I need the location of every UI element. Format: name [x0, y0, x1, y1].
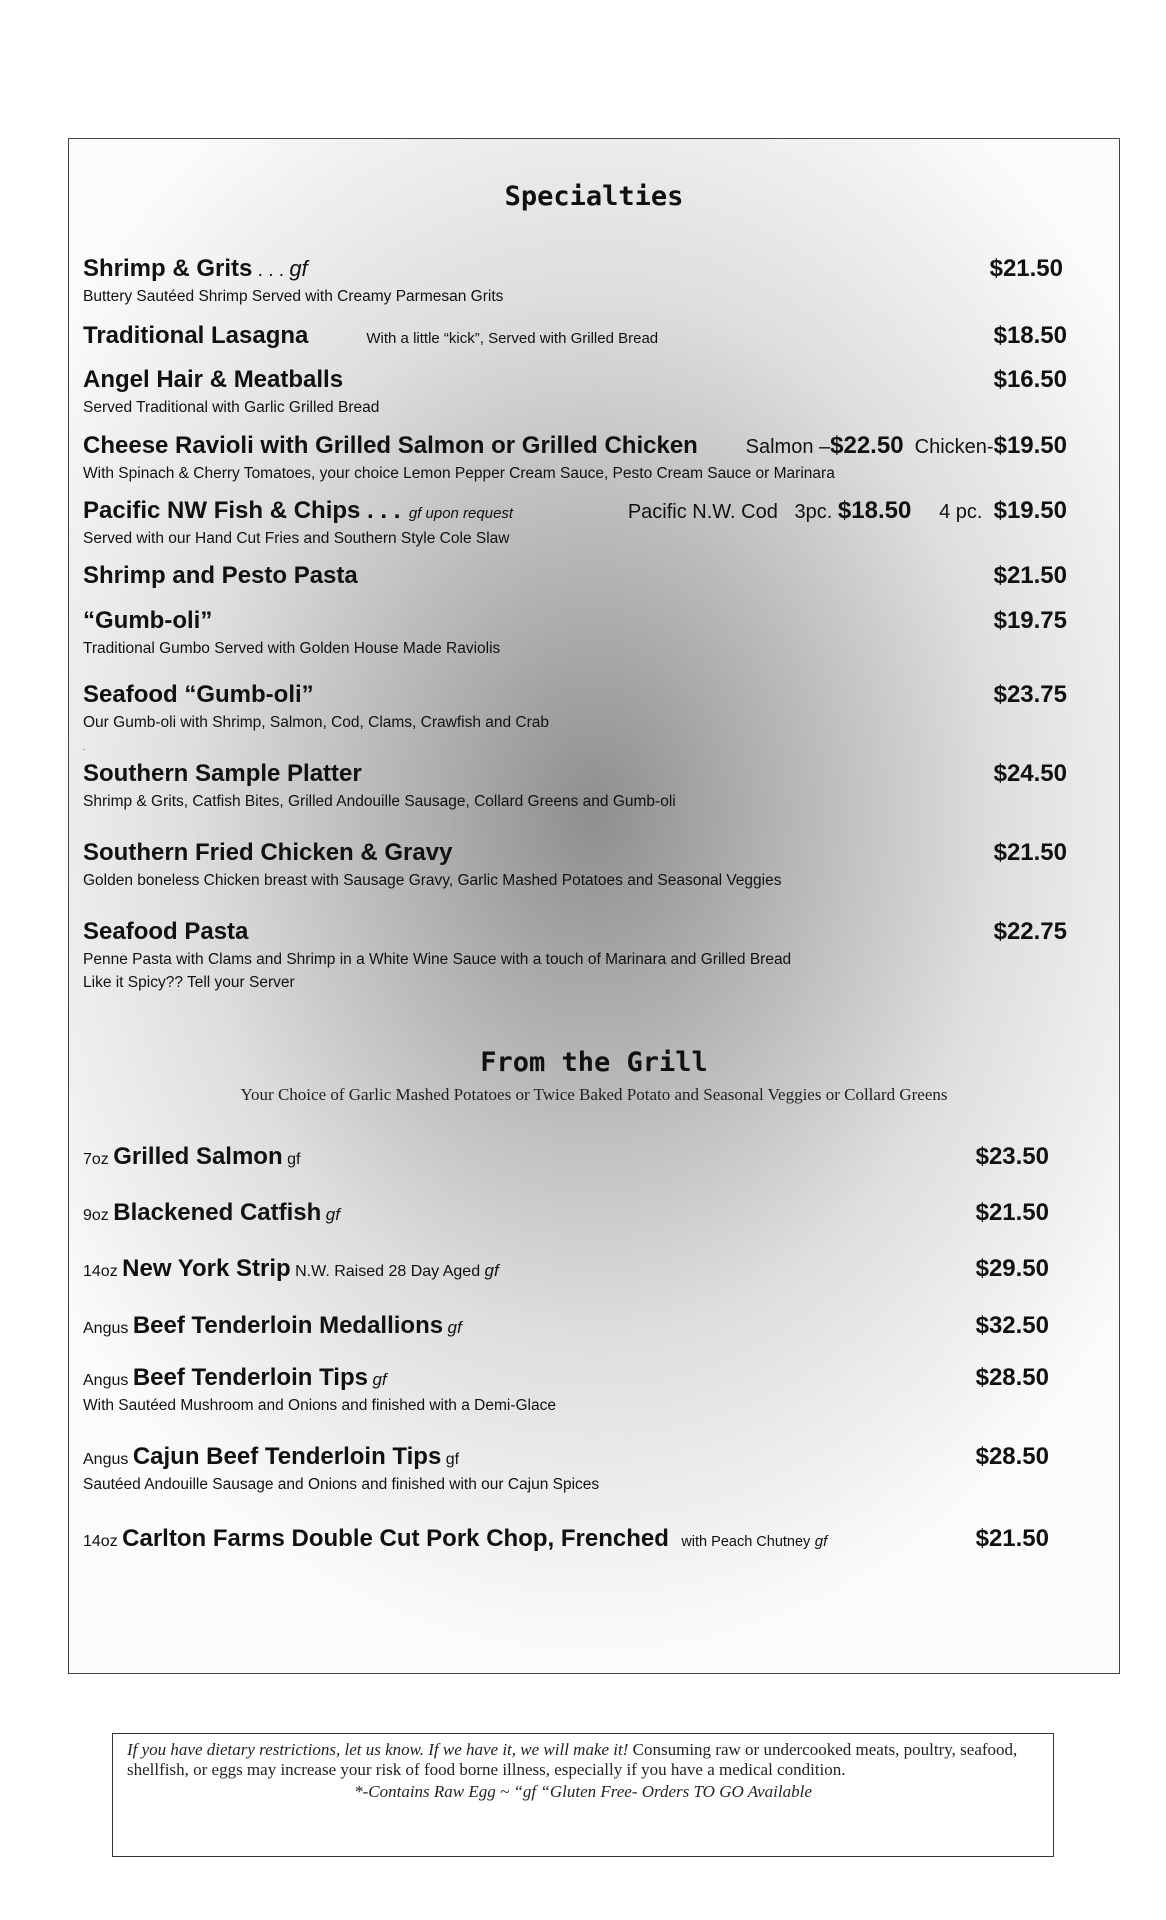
menu-panel	[68, 138, 1120, 1674]
item-size: 14oz	[83, 1533, 118, 1550]
specialties-title: Specialties	[504, 181, 684, 212]
item-name: Seafood Pasta	[83, 918, 249, 945]
gluten-free-tag: gf	[372, 1370, 387, 1389]
four-piece-price: $19.50	[993, 497, 1067, 524]
item-name: Angel Hair & Meatballs	[83, 366, 344, 393]
notice-warning: Consuming raw or undercooked meats, poultry, seafood, shellfish, or eggs may increase your risk of food borne illness, especially if you have a medical condition.	[127, 1740, 1018, 1779]
item-size: 9oz	[83, 1207, 109, 1224]
gluten-free-tag: gf	[814, 1533, 828, 1550]
chicken-label: Chicken-	[914, 436, 994, 458]
dietary-notice	[112, 1733, 1054, 1857]
item-price: $32.50	[975, 1312, 1049, 1339]
item-price: $29.50	[975, 1255, 1049, 1282]
item-note: N.W. Raised 28 Day Aged	[295, 1263, 481, 1280]
item-price: $18.50	[993, 322, 1067, 349]
menu-item-tenderloin-medallions	[83, 1312, 1049, 1342]
grill-subtitle: Your Choice of Garlic Mashed Potatoes or Twice Baked Potato and Seasonal Veggies or Collard Greens	[240, 1085, 948, 1104]
item-price: $19.75	[993, 607, 1067, 634]
notice-intro: If you have dietary restrictions, let us know. If we have it, we will make it!	[127, 1740, 629, 1759]
item-description: Golden boneless Chicken breast with Sausage Gravy, Garlic Mashed Potatoes and Seasonal Veggies	[83, 872, 782, 889]
menu-item-new-york-strip	[83, 1255, 1049, 1285]
item-price: $21.50	[989, 255, 1063, 282]
item-price: $23.75	[993, 681, 1067, 708]
three-piece-label: 3pc.	[794, 501, 833, 523]
item-name: Pacific NW Fish & Chips . . .	[83, 497, 401, 524]
item-size: Angus	[83, 1372, 129, 1389]
menu-item-pesto-pasta	[83, 562, 1067, 592]
item-name: Blackened Catfish	[113, 1199, 322, 1226]
menu-item-tenderloin-tips	[83, 1364, 1049, 1417]
notice-body	[127, 1740, 1039, 1780]
item-price: $24.50	[993, 760, 1067, 787]
menu-item-sample-platter	[83, 760, 1067, 813]
salmon-label: Salmon –	[745, 436, 831, 458]
cod-label: Pacific N.W. Cod	[627, 501, 778, 523]
gluten-free-tag: gf	[447, 1318, 462, 1337]
gluten-free-tag: gf	[289, 256, 308, 281]
item-price-options	[628, 497, 1067, 525]
item-size: Angus	[83, 1451, 129, 1468]
menu-item-cajun-tenderloin-tips	[83, 1443, 1049, 1496]
item-size: 7oz	[83, 1151, 109, 1168]
menu-item-cheese-ravioli	[83, 432, 1067, 485]
item-name: “Gumb-oli”	[83, 607, 213, 634]
chicken-price: $19.50	[993, 432, 1067, 459]
item-name: Carlton Farms Double Cut Pork Chop, Frenched	[122, 1525, 669, 1552]
four-piece-label: 4 pc.	[939, 501, 983, 523]
item-name: Seafood “Gumb-oli”	[83, 681, 314, 708]
gluten-free-tag: gf upon request	[408, 505, 514, 522]
item-name: Cheese Ravioli with Grilled Salmon or Grilled Chicken	[83, 432, 698, 459]
item-price: $21.50	[975, 1525, 1049, 1552]
item-description: Traditional Gumbo Served with Golden House Made Raviolis	[83, 640, 501, 657]
item-name: Beef Tenderloin Tips	[132, 1364, 368, 1391]
menu-item-grilled-salmon	[83, 1143, 1049, 1173]
item-note: With a little “kick”, Served with Grilled Bread	[366, 330, 659, 347]
gluten-free-tag: gf	[287, 1151, 301, 1168]
item-name: Cajun Beef Tenderloin Tips	[132, 1443, 442, 1470]
item-price: $28.50	[975, 1364, 1049, 1391]
menu-item-shrimp-grits	[83, 255, 1067, 308]
item-description: Served Traditional with Garlic Grilled Bread	[83, 399, 380, 416]
item-name: Shrimp and Pesto Pasta	[83, 562, 358, 589]
item-name: Shrimp & Grits	[83, 255, 253, 282]
item-price: $16.50	[993, 366, 1067, 393]
item-price: $22.75	[993, 918, 1067, 945]
item-price-options	[746, 432, 1067, 460]
item-size: Angus	[83, 1320, 129, 1337]
menu-item-lasagna	[83, 322, 1067, 352]
item-price: $28.50	[975, 1443, 1049, 1470]
menu-item-gumboli	[83, 607, 1067, 660]
gluten-free-tag: gf	[445, 1451, 460, 1468]
item-price: $23.50	[975, 1143, 1049, 1170]
menu-item-pork-chop	[83, 1525, 1049, 1555]
menu-item-fish-chips	[83, 497, 1067, 550]
notice-footer: *-Contains Raw Egg ~ “gf “Gluten Free- Orders TO GO Available	[354, 1782, 812, 1801]
menu-item-seafood-gumboli	[83, 681, 1067, 734]
item-name: Beef Tenderloin Medallions	[132, 1312, 444, 1339]
gluten-free-tag: gf	[484, 1261, 499, 1280]
salmon-price: $22.50	[830, 432, 904, 459]
menu-item-seafood-pasta	[83, 918, 1067, 994]
item-description: With Sautéed Mushroom and Onions and finished with a Demi-Glace	[83, 1397, 556, 1414]
item-price: $21.50	[993, 562, 1067, 589]
item-name: Traditional Lasagna	[83, 322, 309, 349]
menu-item-blackened-catfish	[83, 1199, 1049, 1229]
item-name: Southern Fried Chicken & Gravy	[83, 839, 453, 866]
three-piece-price: $18.50	[837, 497, 912, 524]
item-name: New York Strip	[122, 1255, 291, 1282]
item-size: 14oz	[83, 1263, 118, 1280]
item-description: Buttery Sautéed Shrimp Served with Creamy Parmesan Grits	[83, 288, 504, 305]
item-dots: . . .	[252, 260, 290, 281]
stray-mark: .	[83, 743, 86, 752]
menu-item-fried-chicken	[83, 839, 1067, 892]
menu-item-angel-hair	[83, 366, 1067, 419]
item-note: with Peach Chutney	[681, 1534, 811, 1550]
item-description-note: Like it Spicy?? Tell your Server	[83, 974, 295, 991]
item-description: Sautéed Andouille Sausage and Onions and finished with our Cajun Spices	[83, 1476, 600, 1493]
grill-title: From the Grill	[480, 1047, 708, 1078]
item-description: Shrimp & Grits, Catfish Bites, Grilled Andouille Sausage, Collard Greens and Gumb-oli	[83, 793, 676, 810]
item-description: Our Gumb-oli with Shrimp, Salmon, Cod, Clams, Crawfish and Crab	[83, 714, 550, 731]
item-description: Served with our Hand Cut Fries and Southern Style Cole Slaw	[83, 530, 510, 547]
item-price: $21.50	[993, 839, 1067, 866]
item-description: Penne Pasta with Clams and Shrimp in a White Wine Sauce with a touch of Marinara and Grilled Bread	[83, 951, 792, 968]
item-name: Grilled Salmon	[113, 1143, 283, 1170]
item-price: $21.50	[975, 1199, 1049, 1226]
gluten-free-tag: gf	[325, 1205, 340, 1224]
item-name: Southern Sample Platter	[83, 760, 362, 787]
item-description: With Spinach & Cherry Tomatoes, your choice Lemon Pepper Cream Sauce, Pesto Cream Sauce or Marinara	[83, 465, 835, 482]
